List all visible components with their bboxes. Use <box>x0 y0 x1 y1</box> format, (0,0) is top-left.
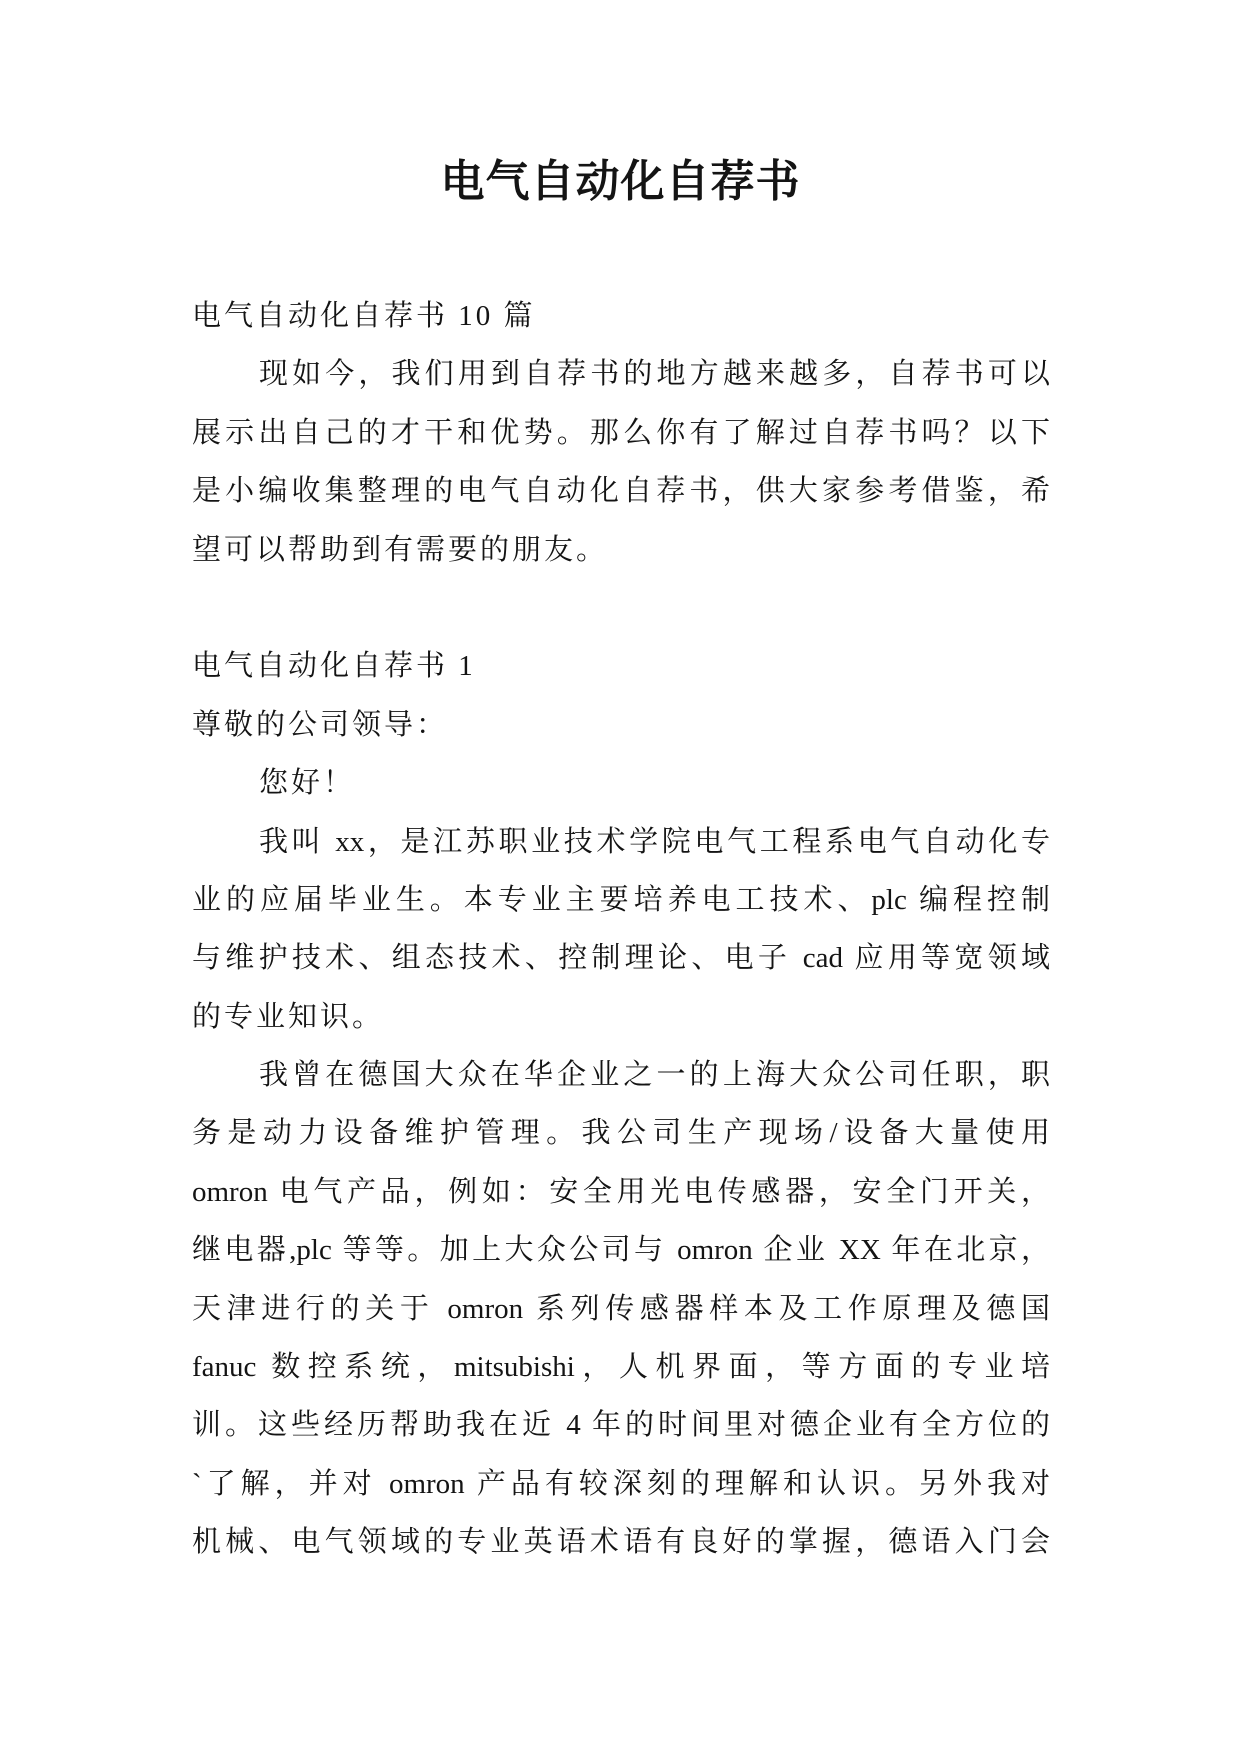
letter-paragraph-line: 训。这些经历帮助我在近 4 年的时间里对德企业有全方位的 <box>192 1409 1050 1442</box>
letter-paragraph-line: 机械、电气领域的专业英语术语有良好的掌握，德语入门会 <box>192 1526 1050 1559</box>
letter-paragraph-line: 我叫 xx，是江苏职业技术学院电气工程系电气自动化专 <box>259 825 1050 858</box>
letter-paragraph-line: 我曾在德国大众在华企业之一的上海大众公司任职，职 <box>259 1059 1050 1092</box>
letter-paragraph-line: 与维护技术、组态技术、控制理论、电子 cad 应用等宽领域 <box>192 942 1050 975</box>
intro-paragraph-line: 展示出自己的才干和优势。那么你有了解过自荐书吗？以下 <box>192 416 1050 449</box>
letter-paragraph-line: 继电器,plc 等等。加上大众公司与 omron 企业 XX 年在北京， <box>192 1234 1050 1267</box>
letter-greeting: 您好！ <box>259 767 356 800</box>
letter-paragraph-line: 务是动力设备维护管理。我公司生产现场/设备大量使用 <box>192 1117 1050 1150</box>
letter-heading: 电气自动化自荐书 1 <box>192 650 476 683</box>
letter-salutation: 尊敬的公司领导： <box>192 708 449 741</box>
letter-paragraph-line: fanuc 数控系统，mitsubishi，人机界面，等方面的专业培 <box>192 1351 1050 1384</box>
document-title: 电气自动化自荐书 <box>440 156 801 207</box>
intro-paragraph-line: 望可以帮助到有需要的朋友。 <box>192 533 609 566</box>
letter-paragraph-line: omron 电气产品，例如：安全用光电传感器，安全门开关， <box>192 1175 1050 1208</box>
letter-paragraph-line: 天津进行的关于 omron 系列传感器样本及工作原理及德国 <box>192 1292 1050 1325</box>
letter-paragraph-line: 的专业知识。 <box>192 1000 385 1033</box>
blank-line <box>192 579 1050 637</box>
letter-paragraph-line: `了解，并对 omron 产品有较深刻的理解和认识。另外我对 <box>192 1467 1050 1500</box>
document-body <box>192 287 1050 1572</box>
intro-paragraph-line: 现如今，我们用到自荐书的地方越来越多，自荐书可以 <box>259 358 1050 391</box>
intro-heading: 电气自动化自荐书 10 篇 <box>192 300 536 332</box>
intro-paragraph-line: 是小编收集整理的电气自动化自荐书，供大家参考借鉴，希 <box>192 475 1050 508</box>
letter-paragraph-line: 业的应届毕业生。本专业主要培养电工技术、plc 编程控制 <box>192 883 1050 916</box>
